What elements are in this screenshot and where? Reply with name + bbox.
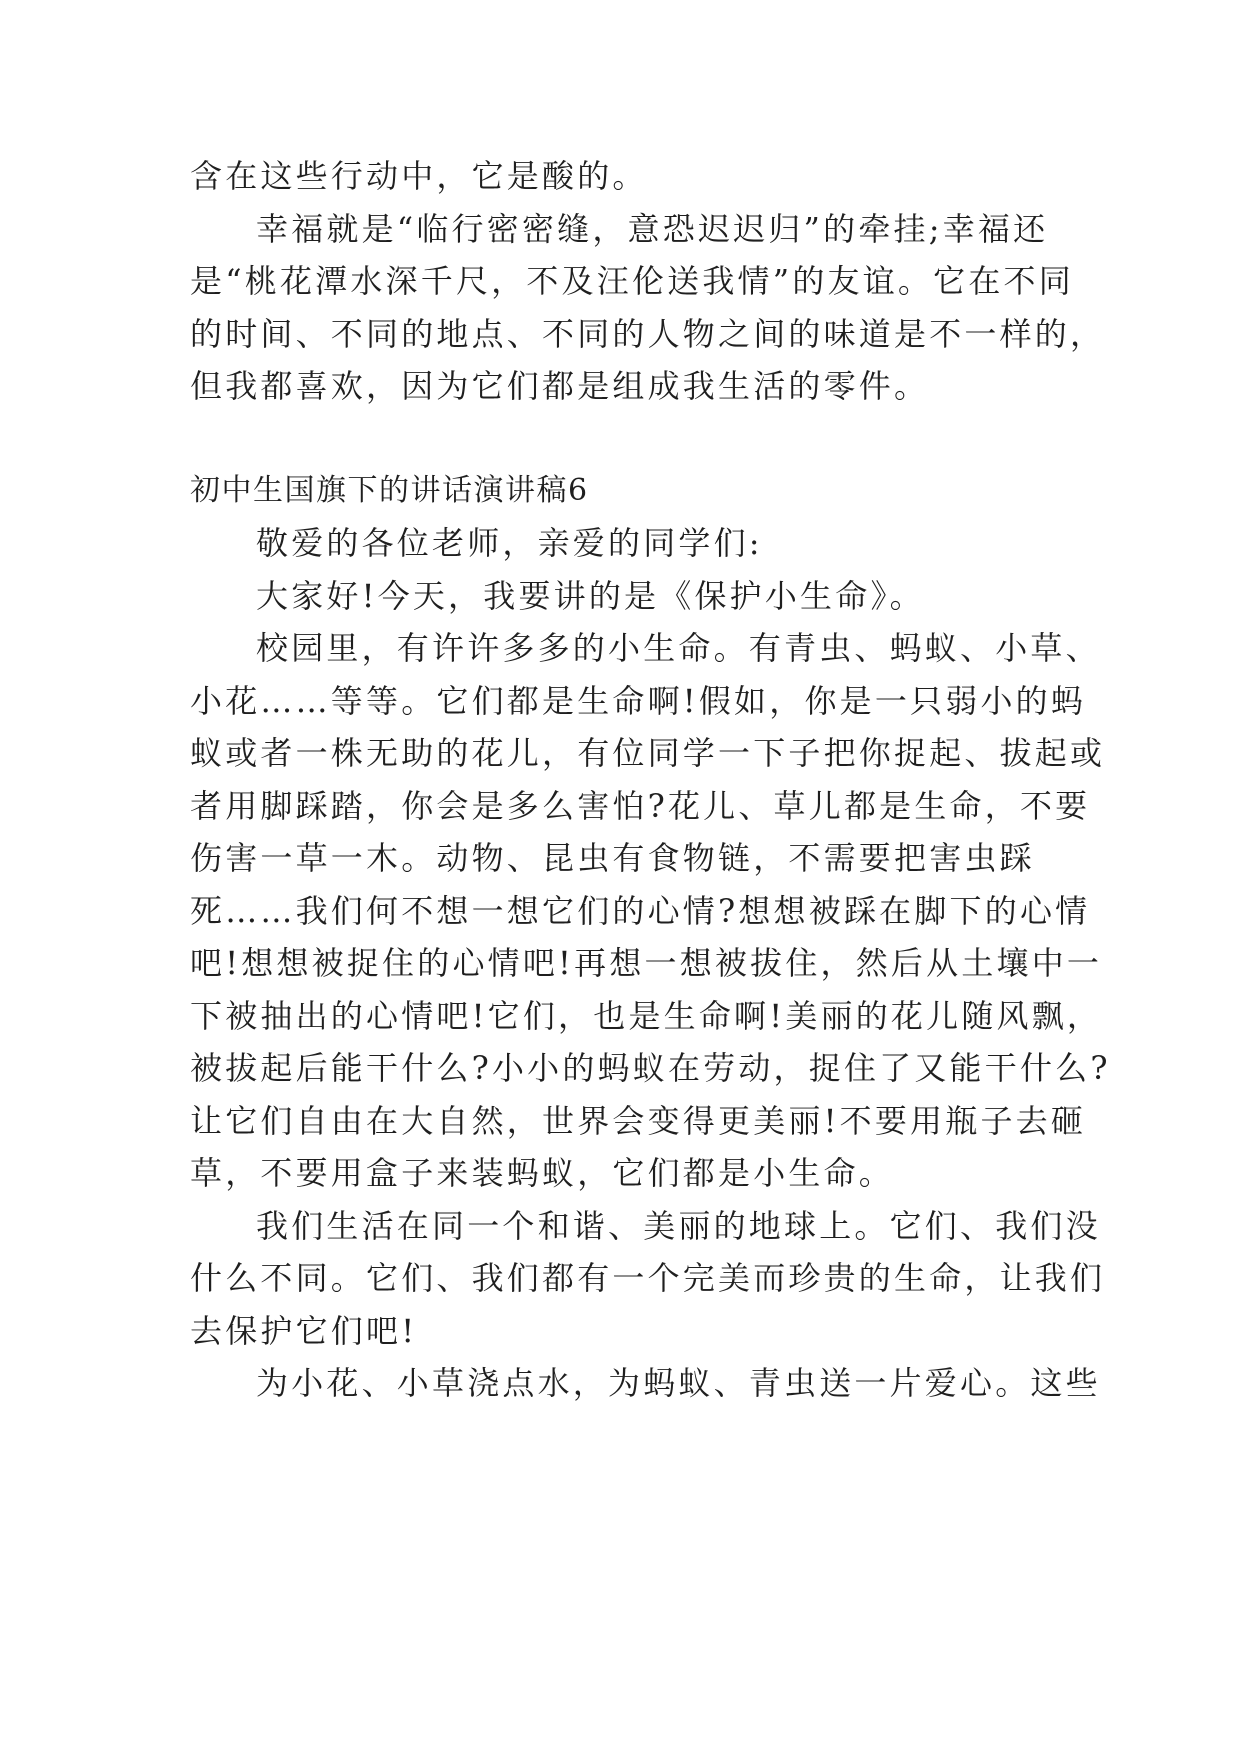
paragraph-line: 蚁或者一株无助的花儿，有位同学一下子把你捉起、拔起或 — [190, 734, 1106, 772]
paragraph-line: 死……我们何不想一想它们的心情?想想被踩在脚下的心情 — [190, 891, 1091, 930]
paragraph-line: 为小花、小草浇点水，为蚂蚁、青虫送一片爱心。这些 — [256, 1364, 1101, 1402]
paragraph-line: 含在这些行动中，它是酸的。 — [190, 157, 648, 195]
paragraph-line: 草，不要用盒子来装蚂蚁，它们都是小生命。 — [190, 1154, 895, 1192]
paragraph-line: 去保护它们吧! — [190, 1311, 418, 1350]
paragraph-happiness — [190, 203, 1106, 413]
paragraph-line: 被拔起后能干什么?小小的蚂蚁在劳动，捉住了又能干什么? — [190, 1049, 1111, 1087]
paragraph-line: 伤害一草一木。动物、昆虫有食物链，不需要把害虫踩 — [190, 839, 1035, 877]
paragraph-line: 小花……等等。它们都是生命啊!假如，你是一只弱小的蚂 — [190, 681, 1087, 720]
paragraph-line: 吧!想想被捉住的心情吧!再想一想被拔住，然后从土壤中一 — [190, 944, 1103, 982]
intro-line: 大家好!今天，我要讲的是《保护小生命》。 — [256, 576, 925, 615]
paragraph-line: 是“桃花潭水深千尺，不及汪伦送我情”的友谊。它在不同 — [190, 262, 1074, 300]
paragraph-small-lives — [190, 622, 1111, 1200]
paragraph-line: 但我都喜欢，因为它们都是组成我生活的零件。 — [190, 367, 930, 405]
paragraph-same-earth — [190, 1200, 1106, 1358]
paragraph-line: 我们生活在同一个和谐、美丽的地球上。它们、我们没 — [256, 1206, 1101, 1245]
paragraph-line: 下被抽出的心情吧!它们，也是生命啊!美丽的花儿随风飘， — [190, 996, 1103, 1035]
paragraph-line: 的时间、不同的地点、不同的人物之间的味道是不一样的， — [190, 314, 1106, 353]
paragraph-line: 什么不同。它们、我们都有一个完美而珍贵的生命，让我们 — [190, 1259, 1106, 1297]
section-heading: 初中生国旗下的讲话演讲稿6 — [190, 472, 589, 508]
paragraph-line: 幸福就是“临行密密缝，意恐迟迟归”的牵挂;幸福还 — [256, 209, 1049, 248]
document-body — [190, 150, 1111, 1410]
paragraph-line: 者用脚踩踏，你会是多么害怕?花儿、草儿都是生命，不要 — [190, 786, 1091, 825]
paragraph-line: 让它们自由在大自然，世界会变得更美丽!不要用瓶子去砸 — [190, 1101, 1087, 1140]
paragraph-line: 校园里，有许许多多的小生命。有青虫、蚂蚁、小草、 — [256, 629, 1101, 667]
greeting-line: 敬爱的各位老师，亲爱的同学们: — [256, 524, 763, 562]
paragraph-care — [190, 1357, 1101, 1410]
